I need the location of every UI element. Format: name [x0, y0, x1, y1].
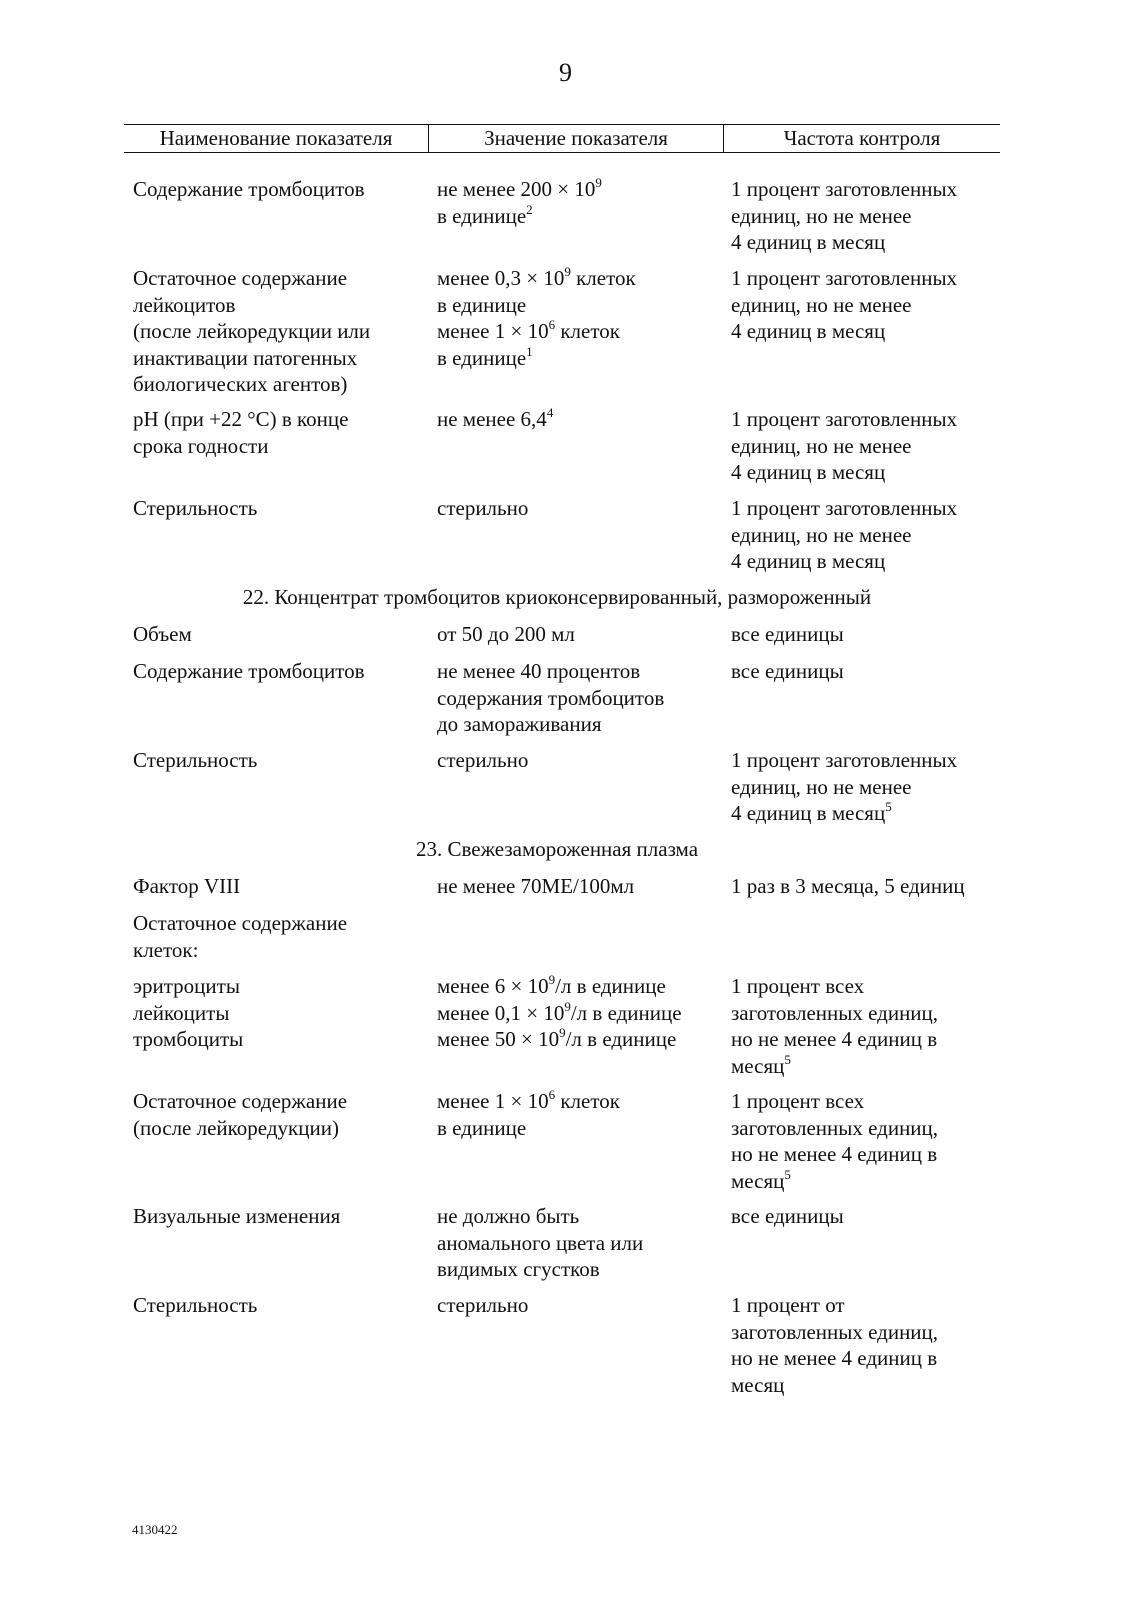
table-row	[133, 176, 1003, 265]
header-control-frequency: Частота контроля	[783, 126, 941, 150]
header-indicator-name: Наименование показателя	[124, 125, 429, 152]
table-header	[124, 124, 1000, 153]
indicator-name: Стерильность	[133, 1293, 258, 1317]
indicator-value: стерильно	[437, 496, 529, 520]
section-heading-row	[133, 584, 1003, 621]
table-row	[133, 1203, 1003, 1292]
table-row	[133, 1292, 1003, 1407]
section-heading-row	[133, 836, 1003, 873]
control-frequency: все единицы	[731, 622, 844, 646]
indicator-name: Стерильность	[133, 748, 258, 772]
indicator-name: Остаточное содержание клеток:	[133, 911, 348, 962]
indicator-name: эритроциты лейкоциты тромбоциты	[133, 974, 244, 1051]
control-frequency: все единицы	[731, 659, 844, 683]
indicator-name: Объем	[133, 622, 192, 646]
indicator-value: не менее 70МЕ/100мл	[437, 874, 635, 898]
indicator-name: Содержание тромбоцитов	[133, 177, 365, 201]
control-frequency: 1 процент всех заготовленных единиц, но не менее 4 единиц в месяц$^5$	[731, 974, 939, 1078]
indicator-name: pH (при +22 °С) в конце срока годности	[133, 407, 349, 458]
indicator-name: Остаточное содержание лейкоцитов (после лейкоредукции или инактивации патогенных биологических агентов)	[133, 266, 371, 396]
control-frequency: 1 процент от заготовленных единиц, но не менее 4 единиц в месяц	[731, 1293, 939, 1397]
indicator-value: не должно быть аномального цвета или видимых сгустков	[437, 1204, 644, 1281]
document-code: 4130422	[132, 1522, 178, 1537]
indicator-value: не менее 40 процентов содержания тромбоцитов до замораживания	[437, 659, 665, 736]
control-frequency: все единицы	[731, 1204, 844, 1228]
indicator-name: Стерильность	[133, 496, 258, 520]
indicator-name: Содержание тромбоцитов	[133, 659, 365, 683]
indicator-value: не менее $200 \times 10^9$ в единице$^2$	[437, 175, 602, 228]
control-frequency: 1 процент всех заготовленных единиц, но не менее 4 единиц в месяц$^5$	[731, 1089, 939, 1193]
table-row	[133, 873, 1003, 910]
table-row	[133, 265, 1003, 406]
table-row	[133, 910, 1003, 973]
indicator-value: стерильно	[437, 748, 529, 772]
table-row	[133, 495, 1003, 584]
indicator-value: менее $0,3 \times 10^9$ клеток в единице менее $1 \times 10^6$ клеток в единице$^1$	[437, 264, 636, 370]
page-number: 9	[559, 58, 572, 87]
section-heading: 22. Концентрат тромбоцитов криоконсервированный, размороженный	[242, 585, 872, 609]
table-row	[133, 658, 1003, 747]
indicator-name: Фактор VIII	[133, 874, 241, 898]
control-frequency: 1 процент заготовленных единиц, но не менее 4 единиц в месяц	[731, 496, 958, 573]
indicator-name: Визуальные изменения	[133, 1204, 341, 1228]
table-row	[133, 973, 1003, 1088]
control-frequency: 1 процент заготовленных единиц, но не менее 4 единиц в месяц	[731, 177, 958, 254]
indicator-value: стерильно	[437, 1293, 529, 1317]
indicator-value: менее $1 \times 10^6$ клеток в единице	[437, 1087, 620, 1140]
control-frequency: 1 процент заготовленных единиц, но не менее 4 единиц в месяц$^5$	[731, 748, 958, 825]
control-frequency: 1 процент заготовленных единиц, но не менее 4 единиц в месяц	[731, 407, 958, 484]
section-heading: 23. Свежезамороженная плазма	[415, 837, 699, 861]
header-indicator-value: Значение показателя	[429, 125, 724, 152]
table-body	[133, 176, 1003, 1407]
indicator-value: менее $6 \times 10^9/л$ в единице менее $0,1 \times 10^9/л$ в единице менее $50 \times 10^9/л$ в единице	[437, 972, 682, 1051]
table-row	[133, 621, 1003, 658]
indicator-value: от 50 до 200 мл	[437, 622, 575, 646]
control-frequency: 1 раз в 3 месяца, 5 единиц	[731, 874, 965, 898]
table-row	[133, 747, 1003, 836]
control-frequency: 1 процент заготовленных единиц, но не менее 4 единиц в месяц	[731, 266, 958, 343]
table-row	[133, 1088, 1003, 1203]
indicator-name: Остаточное содержание (после лейкоредукции)	[133, 1089, 348, 1140]
indicator-value: не менее $6,4^4$	[437, 405, 554, 431]
table-row	[133, 406, 1003, 495]
